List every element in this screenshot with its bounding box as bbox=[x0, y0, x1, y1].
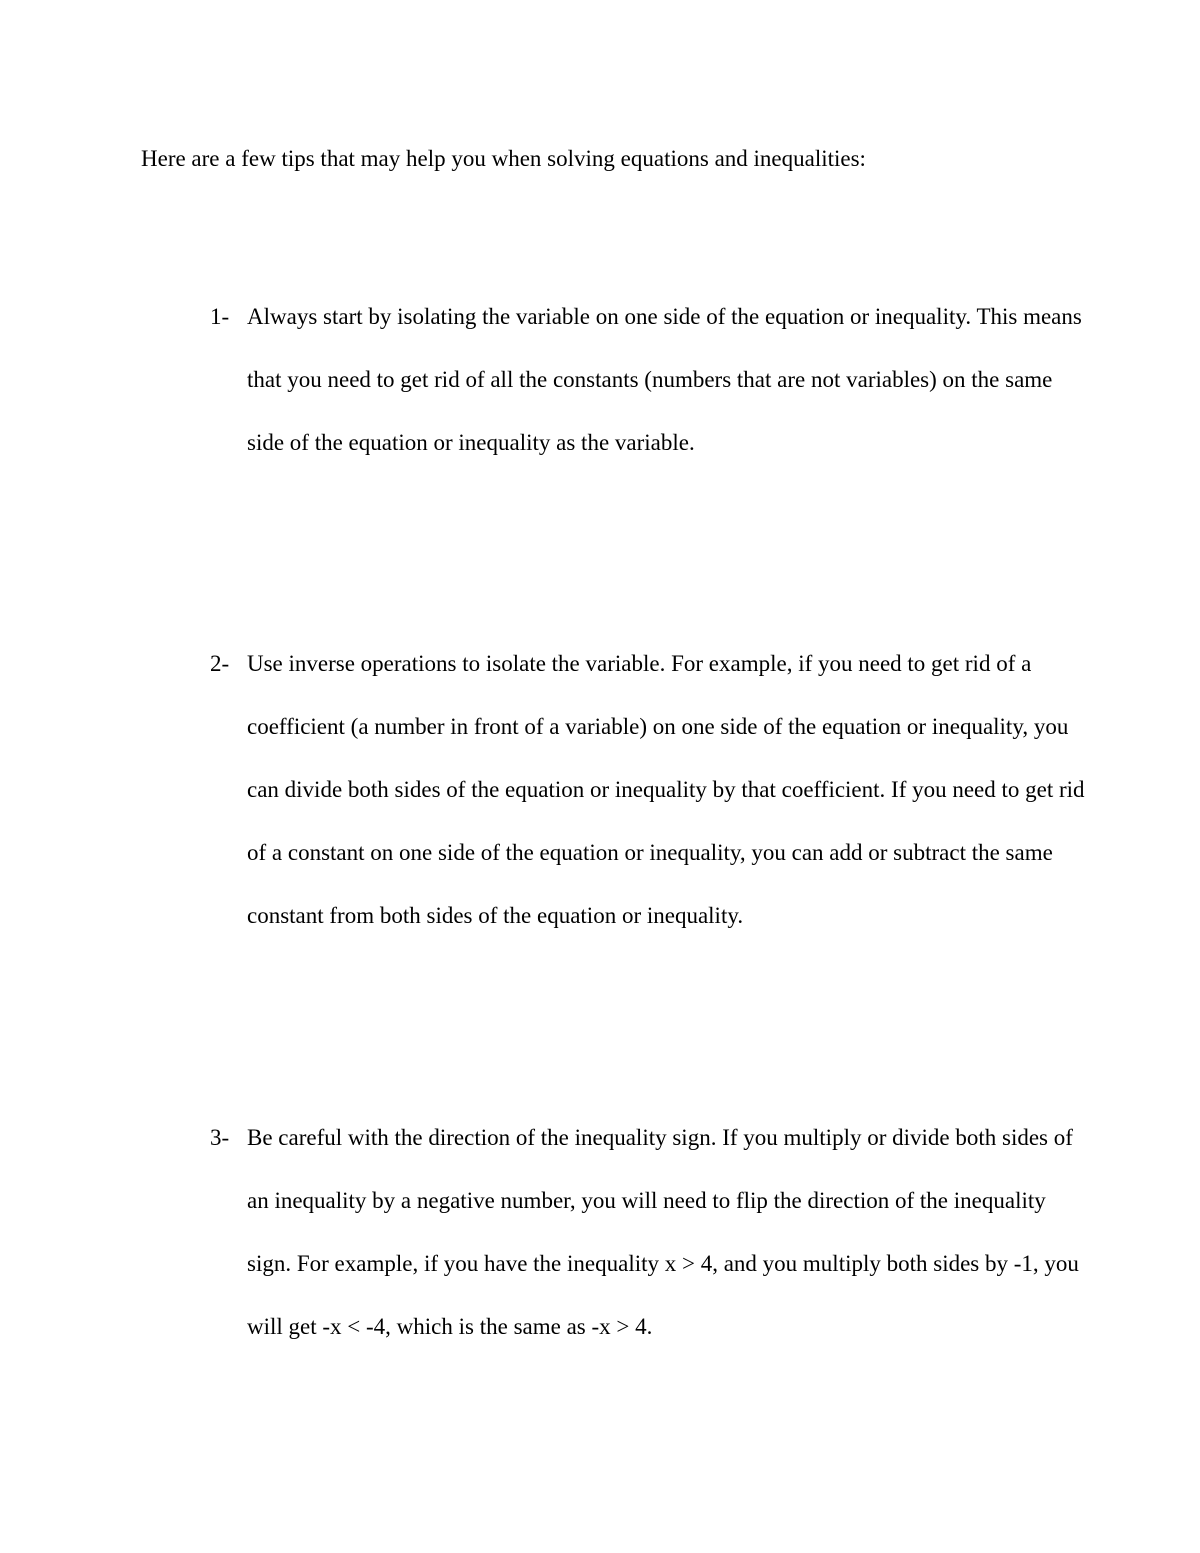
tip-item-1 bbox=[210, 285, 1090, 474]
tip-number: 2- bbox=[210, 651, 230, 676]
tip-text: Always start by isolating the variable on one side of the equation or inequality. This means that you need to get rid of all the constants (numbers that are not variables) on the same side of the equation or inequality as the variable. bbox=[247, 304, 1082, 455]
tip-text: Use inverse operations to isolate the variable. For example, if you need to get rid of a coefficient (a number in front of a variable) on one side of the equation or inequality, you can divide both sides of the equation or inequality by that coefficient. If you need to get rid of a constant on one side of the equation or inequality, you can add or subtract the same constant from both sides of the equation or inequality. bbox=[247, 651, 1085, 928]
tip-text: Be careful with the direction of the inequality sign. If you multiply or divide both sides of an inequality by a negative number, you will need to flip the direction of the inequality sign. For example, if you have the inequality x > 4, and you multiply both sides by -1, you will get -x < -4, which is the same as -x > 4. bbox=[247, 1125, 1079, 1339]
tip-item-3 bbox=[210, 1106, 1090, 1358]
tip-item-2 bbox=[210, 632, 1090, 947]
tip-number: 3- bbox=[210, 1125, 230, 1150]
tip-number: 1- bbox=[210, 304, 230, 329]
intro-paragraph: Here are a few tips that may help you when solving equations and inequalities: bbox=[141, 146, 866, 171]
